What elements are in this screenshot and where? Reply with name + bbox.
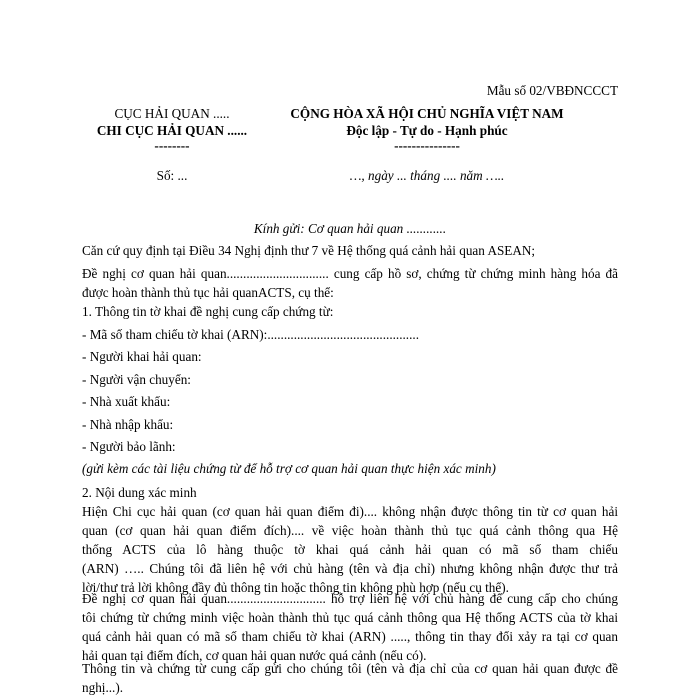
country-title: CỘNG HÒA XÃ HỘI CHỦ NGHĨA VIỆT NAM (290, 106, 564, 121)
para1-line-1: Hiện Chi cục hải quan (cơ quan hải quan điểm đi).... không nhận được thông tin từ cơ quan hải (82, 504, 618, 519)
field-carrier: - Người vận chuyển: (82, 372, 191, 387)
right-divider: --------------- (394, 138, 460, 153)
section1-heading: 1. Thông tin tờ khai đề nghị cung cấp chứng từ: (82, 304, 334, 319)
para2-line-3: quá cảnh hải quan có mã số tham chiếu tờ khai (ARN) ....., thông tin thay đổi xảy ra tại cơ quan (82, 629, 618, 644)
request-line-2: được hoàn thành thủ tục hải quanACTS, cụ thể: (82, 285, 334, 300)
para3-line-2: nghị...). (82, 680, 124, 695)
document-number: Số: ... (156, 168, 188, 183)
para1-line-4: (ARN) ….. Chúng tôi đã liên hệ với chủ hàng (tên và địa chỉ) nhưng không nhận được thư trả (82, 561, 618, 576)
field-arn: - Mã số tham chiếu tờ khai (ARN):.............................................. (82, 327, 419, 342)
motto: Độc lập - Tự do - Hạnh phúc (346, 123, 508, 138)
verification-paragraph-3 (82, 659, 618, 697)
attachment-note: (gửi kèm các tài liệu chứng từ để hỗ trợ cơ quan hải quan thực hiện xác minh) (82, 461, 496, 476)
field-declarant: - Người khai hải quan: (82, 349, 202, 364)
para1-line-5: lời/thư trả lời không đầy đủ thông tin hoặc thông tin không phù hợp (nếu cụ thể). (82, 580, 509, 595)
left-divider: -------- (154, 138, 190, 153)
para2-line-2: tôi chứng từ chứng minh việc hoàn thành thủ tục quá cảnh thông qua Hệ thống ACTS của tờ khai (82, 610, 618, 625)
field-importer: - Nhà nhập khẩu: (82, 417, 174, 432)
para2-line-4: hải quan tại điểm đích, cơ quan hải quan nước quá cảnh (nếu có). (82, 648, 427, 663)
recipient-line: Kính gửi: Cơ quan hải quan ............ (253, 221, 447, 236)
field-guarantor: - Người bảo lãnh: (82, 439, 176, 454)
request-paragraph (82, 264, 618, 302)
form-code: Mẫu số 02/VBĐNCCCT (486, 83, 618, 98)
para3-line-1: Thông tin và chứng từ cung cấp gửi cho chúng tôi (tên và địa chỉ của cơ quan hải quan được đề (82, 661, 618, 676)
para1-line-2: quan (cơ quan hải quan điểm đích).... về việc hoàn thành thủ tục quá cảnh thông qua Hệ (82, 523, 618, 538)
verification-paragraph-1 (82, 502, 618, 597)
sub-agency-name: CHI CỤC HẢI QUAN ...... (96, 123, 248, 138)
para1-line-3: thống ACTS của lô hàng thuộc tờ khai quá cảnh hải quan có mã số tham chiếu (82, 542, 618, 557)
field-exporter: - Nhà xuất khẩu: (82, 394, 171, 409)
section2-heading: 2. Nội dung xác minh (82, 485, 197, 500)
verification-paragraph-2 (82, 589, 618, 665)
date-line: …, ngày ... tháng .... năm ….. (349, 168, 505, 183)
request-line-1: Đề nghị cơ quan hải quan............................... cung cấp hồ sơ, chứng từ chứng minh hàng hóa đã (82, 266, 618, 281)
agency-name: CỤC HẢI QUAN ..... (114, 106, 230, 121)
legal-basis: Căn cứ quy định tại Điều 34 Nghị định thư 7 về Hệ thống quá cảnh hải quan ASEAN; (82, 243, 536, 258)
para2-line-1: Đề nghị cơ quan hải quan.............................. hỗ trợ liên hệ với chủ hàng để cung cấp cho chúng (82, 591, 618, 606)
